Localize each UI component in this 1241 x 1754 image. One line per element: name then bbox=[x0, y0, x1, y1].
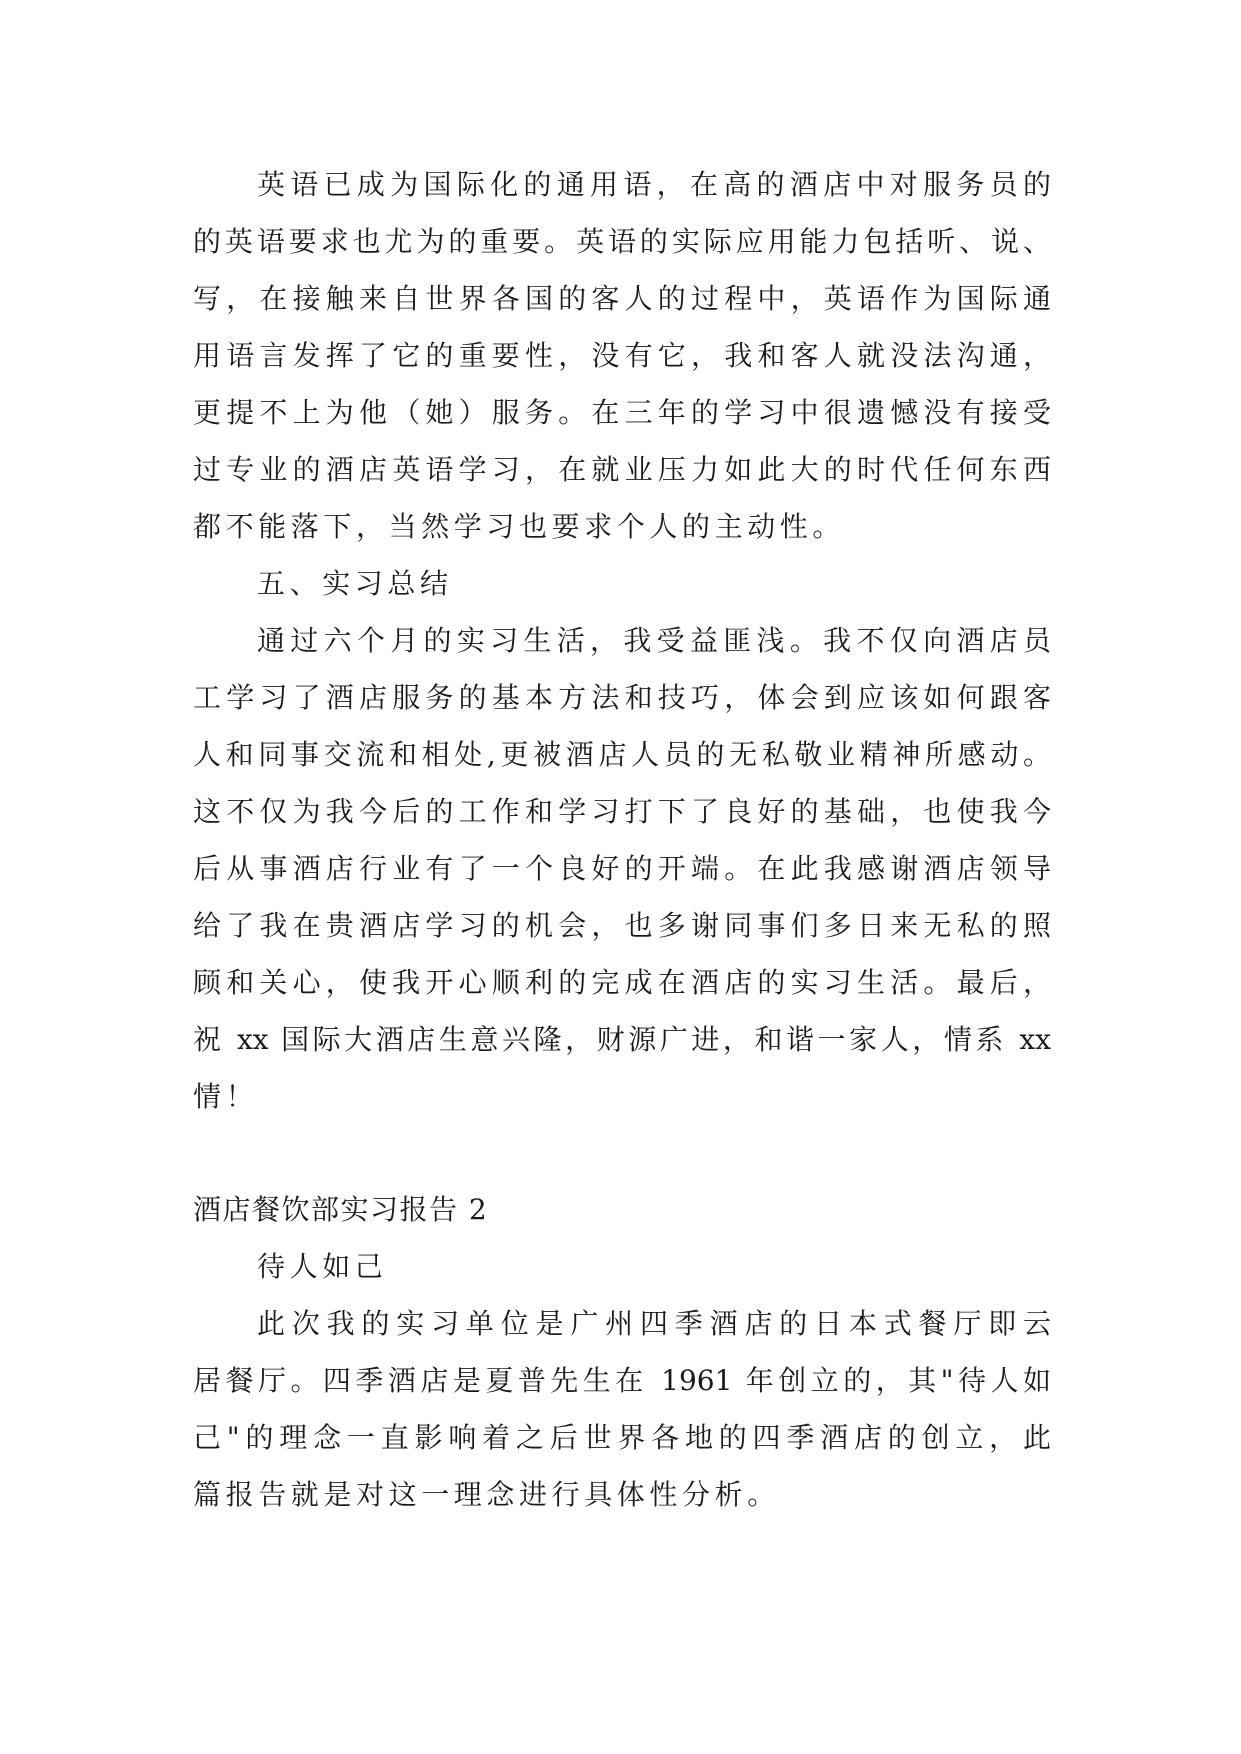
report-title: 酒店餐饮部实习报告 2 bbox=[193, 1193, 489, 1226]
paragraph-line: 这不仅为我今后的工作和学习打下了良好的基础，也使我今 bbox=[193, 795, 1051, 828]
paragraph-line: 更提不上为他（她）服务。在三年的学习中很遗憾没有接受 bbox=[193, 396, 1051, 429]
paragraph-line: 通过六个月的实习生活，我受益匪浅。我不仅向酒店员 bbox=[257, 624, 1051, 657]
paragraph-line: 此次我的实习单位是广州四季酒店的日本式餐厅即云 bbox=[257, 1307, 1051, 1340]
paragraph-line: 的英语要求也尤为的重要。英语的实际应用能力包括听、说、 bbox=[193, 225, 1051, 258]
paragraph-line: 英语已成为国际化的通用语，在高的酒店中对服务员的 bbox=[257, 168, 1051, 201]
paragraph-line: 顾和关心，使我开心顺利的完成在酒店的实习生活。最后， bbox=[193, 966, 1051, 999]
paragraph-line: 居餐厅。四季酒店是夏普先生在 1961 年创立的，其"待人如 bbox=[193, 1364, 1051, 1397]
section-heading: 五、实习总结 bbox=[257, 567, 453, 600]
paragraph-line: 工学习了酒店服务的基本方法和技巧，体会到应该如何跟客 bbox=[193, 681, 1051, 714]
paragraph-line: 祝 xx 国际大酒店生意兴隆，财源广进，和谐一家人，情系 xx bbox=[193, 1023, 1051, 1056]
paragraph-line: 篇报告就是对这一理念进行具体性分析。 bbox=[193, 1478, 780, 1511]
paragraph-line: 人和同事交流和相处,更被酒店人员的无私敬业精神所感动。 bbox=[193, 738, 1051, 771]
paragraph-line: 都不能落下，当然学习也要求个人的主动性。 bbox=[193, 510, 846, 543]
paragraph-line: 后从事酒店行业有了一个良好的开端。在此我感谢酒店领导 bbox=[193, 852, 1051, 885]
paragraph-line: 写，在接触来自世界各国的客人的过程中，英语作为国际通 bbox=[193, 282, 1051, 315]
paragraph-line: 给了我在贵酒店学习的机会，也多谢同事们多日来无私的照 bbox=[193, 909, 1051, 942]
paragraph-line: 用语言发挥了它的重要性，没有它，我和客人就没法沟通， bbox=[193, 339, 1051, 372]
paragraph-line: 过专业的酒店英语学习，在就业压力如此大的时代任何东西 bbox=[193, 453, 1051, 486]
subtitle: 待人如己 bbox=[257, 1250, 388, 1283]
paragraph-line: 己"的理念一直影响着之后世界各地的四季酒店的创立，此 bbox=[193, 1421, 1051, 1454]
paragraph-line: 情！ bbox=[193, 1080, 259, 1113]
